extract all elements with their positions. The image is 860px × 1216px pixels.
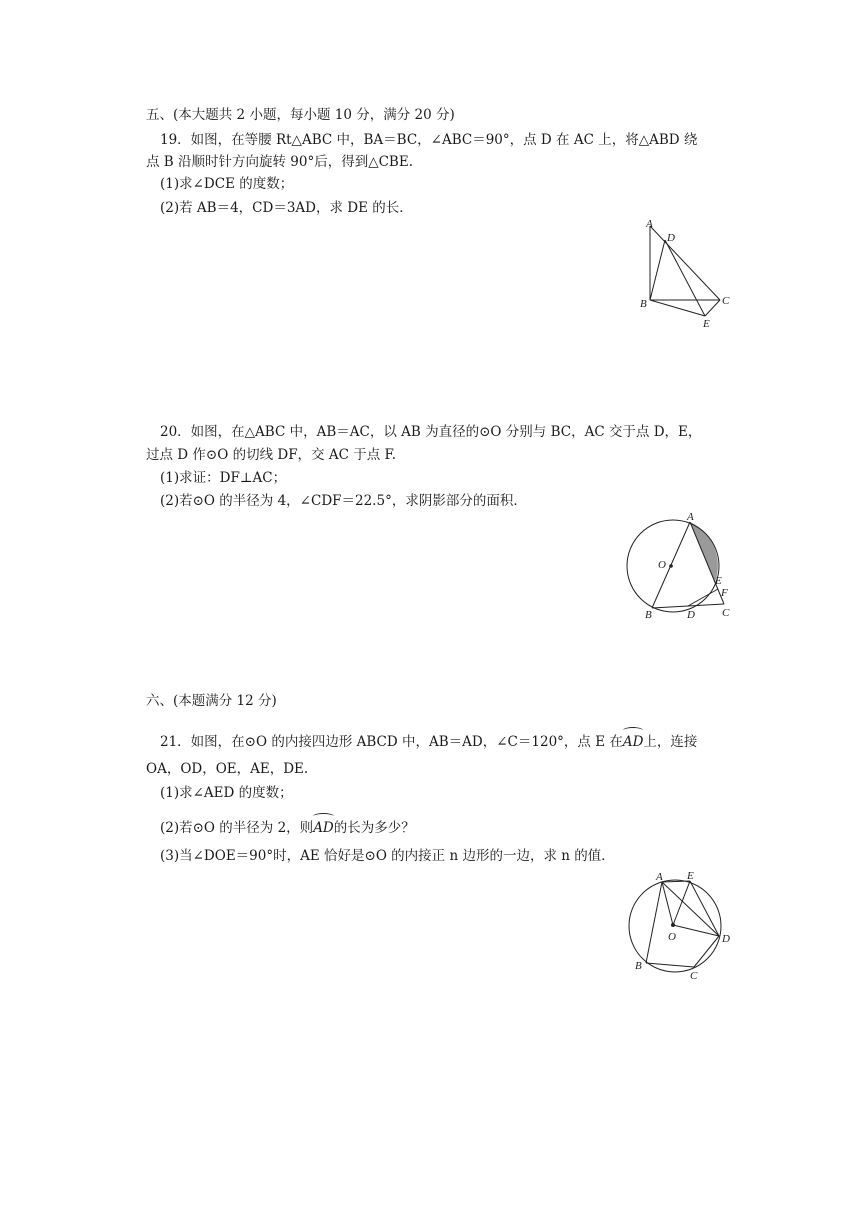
q21-part-2-text-b: 的长为多少？	[333, 820, 415, 836]
q21-segment-oa	[662, 882, 673, 925]
q21-part-2-text-a: (2)若⊙O 的半径为 2，则	[160, 820, 314, 836]
q20-center-point	[669, 564, 673, 568]
q21-stem-text-b: 上，连接	[643, 734, 698, 750]
q21-segment-oe	[673, 881, 690, 925]
q21-segment-ab	[646, 882, 662, 963]
q19-stem-line-1: 19．如图，在等腰 Rt△ABC 中，BA＝BC，∠ABC＝90°，点 D 在 AC 上，将△ABD 绕	[160, 132, 698, 148]
q20-label-b: B	[645, 609, 652, 621]
q21-segment-de	[690, 881, 719, 936]
q20-circle-o	[627, 520, 719, 612]
q20-label-o: O	[658, 559, 666, 571]
q20-part-1: (1)求证：DF⊥AC；	[160, 470, 287, 486]
q20-label-f: F	[721, 587, 728, 599]
q20-label-a: A	[687, 511, 694, 523]
q19-segment-bd	[650, 240, 665, 300]
q19-part-2: (2)若 AB＝4，CD＝3AD，求 DE 的长．	[160, 200, 413, 216]
q21-label-c: C	[690, 970, 698, 982]
q19-stem-line-2: 点 B 沿顺时针方向旋转 90°后，得到△CBE.	[146, 154, 414, 170]
q20-label-e: E	[715, 575, 722, 587]
q21-stem-line-1	[160, 733, 697, 751]
q21-label-d: D	[722, 933, 730, 945]
q19-segment-ce	[705, 300, 720, 316]
q21-part-1: (1)求∠AED 的度数；	[160, 785, 293, 801]
q21-label-a: A	[656, 871, 663, 883]
section-6-heading: 六、(本题满分 12 分)	[146, 693, 277, 709]
q20-figure	[618, 508, 748, 626]
q19-label-d: D	[667, 232, 675, 244]
q19-label-e: E	[703, 318, 710, 330]
q20-segment-df	[688, 589, 718, 606]
q21-part-3: (3)当∠DOE＝90°时，AE 恰好是⊙O 的内接正 n 边形的一边，求 n 的值．	[160, 848, 615, 864]
q19-segment-ac	[650, 226, 720, 300]
q21-label-b: B	[635, 960, 642, 972]
q20-part-2: (2)若⊙O 的半径为 4，∠CDF＝22.5°，求阴影部分的面积．	[160, 493, 527, 509]
q21-arc-ad-symbol: AD	[623, 733, 644, 751]
q21-center-point	[671, 923, 675, 927]
q21-label-o: O	[668, 931, 676, 943]
q19-part-1: (1)求∠DCE 的度数；	[160, 176, 294, 192]
q21-part-2	[160, 819, 415, 837]
q21-arc-ad-symbol-2: AD	[313, 819, 334, 837]
q20-stem-line-1: 20．如图，在△ABC 中，AB＝AC，以 AB 为直径的⊙O 分别与 BC，AC 交于点 D，E，	[160, 424, 702, 440]
q20-stem-line-2: 过点 D 作⊙O 的切线 DF，交 AC 于点 F.	[146, 447, 397, 463]
q21-label-e: E	[687, 870, 694, 882]
q21-stem-text-a: 21．如图，在⊙O 的内接四边形 ABCD 中，AB＝AD，∠C＝120°，点 E 在	[160, 734, 623, 750]
q21-stem-line-2: OA，OD，OE，AE，DE.	[146, 761, 309, 777]
q21-segment-ad	[662, 882, 719, 936]
q20-label-c: C	[722, 607, 730, 619]
q19-label-b: B	[640, 298, 647, 310]
q21-figure	[620, 868, 750, 988]
q20-label-d: D	[687, 609, 695, 621]
q21-segment-od	[673, 925, 719, 936]
q19-segment-be	[650, 300, 705, 316]
q19-figure	[630, 214, 740, 334]
q19-label-a: A	[646, 218, 653, 230]
q21-segment-cd	[694, 936, 719, 967]
section-5-heading: 五、(本大题共 2 小题，每小题 10 分，满分 20 分)	[146, 107, 455, 123]
q19-label-c: C	[722, 295, 730, 307]
